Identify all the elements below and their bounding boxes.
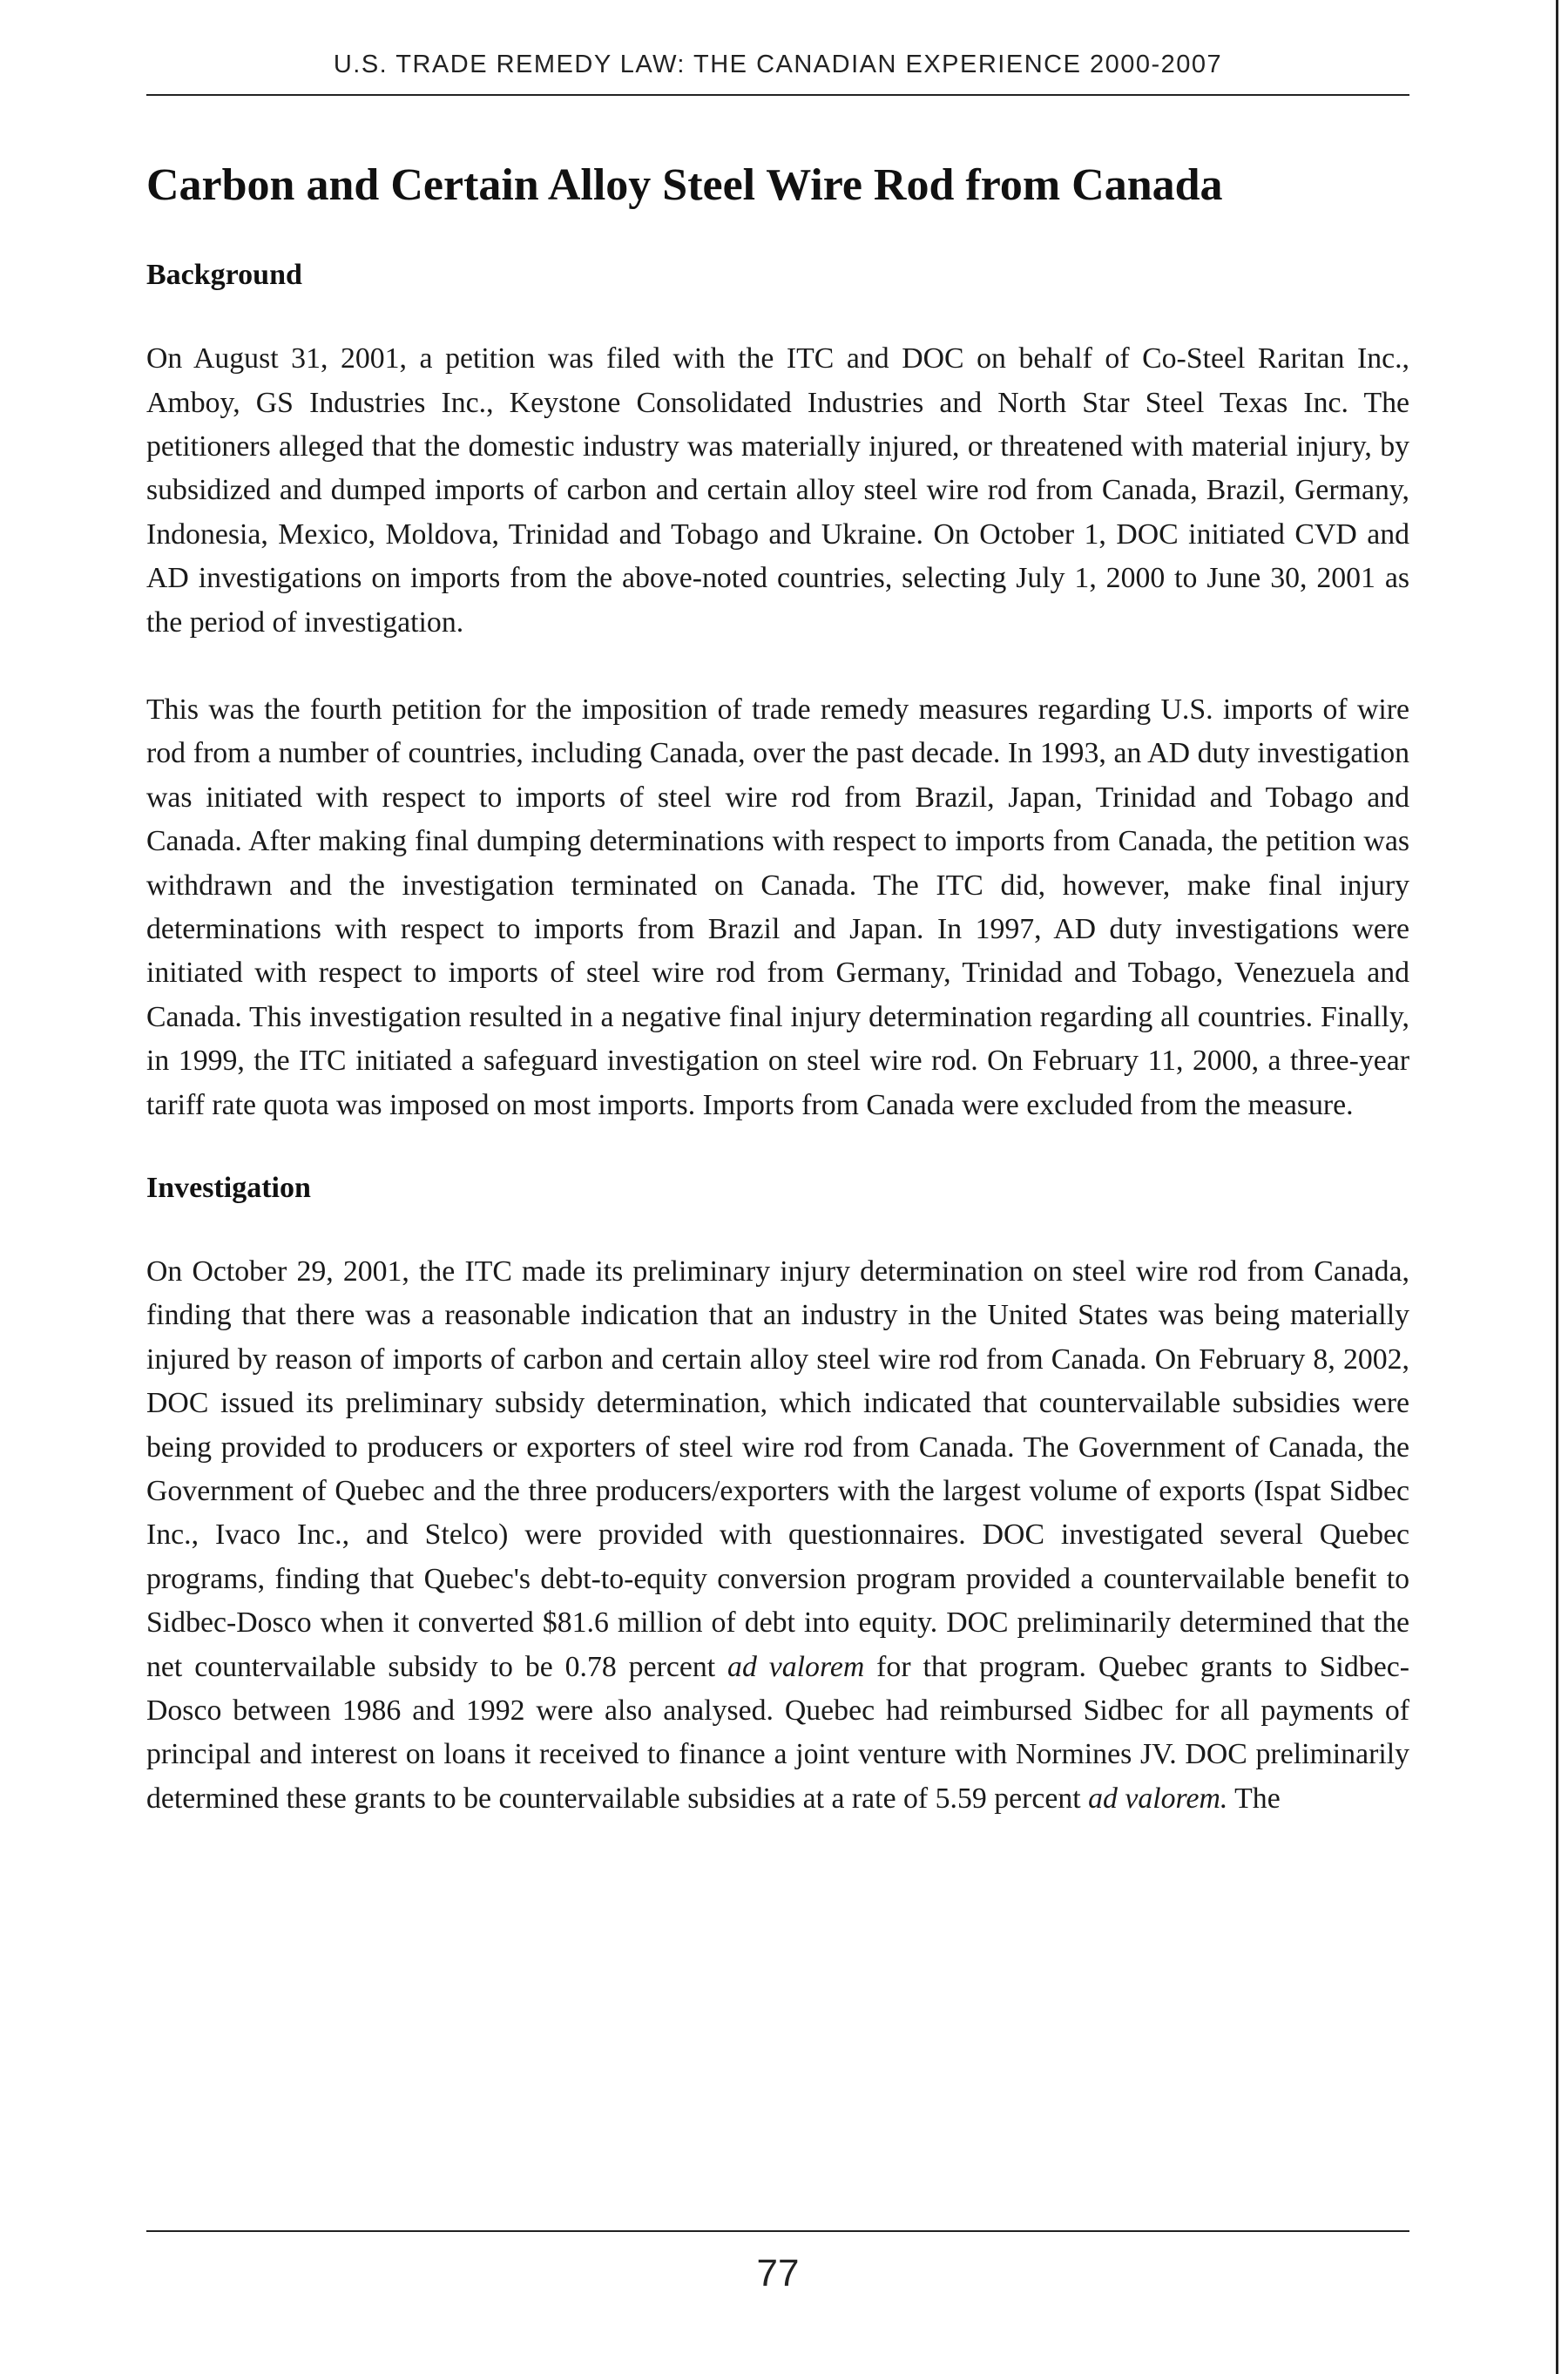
header-rule bbox=[146, 94, 1409, 96]
page-number: 77 bbox=[756, 2252, 800, 2295]
paragraph-text: The bbox=[1227, 1782, 1281, 1815]
section-heading-investigation: Investigation bbox=[146, 1172, 311, 1205]
article-body bbox=[146, 159, 1409, 1864]
page-edge-line bbox=[1556, 0, 1558, 2374]
paragraph: This was the fourth petition for the imposition of trade remedy measures regarding U.S. imports of wire rod from a number of countries, including Canada, over the past decade. In 1993, an AD duty investigation was initiated with respect to imports of steel wire rod from Brazil, Japan, Trinidad and Tobago and Canada. After making final dumping determinations with respect to imports from Canada, the petition was withdrawn and the investigation terminated on Canada. The ITC did, however, make final injury determinations with respect to imports from Brazil and Japan. In 1997, AD duty investigations were initiated with respect to imports of steel wire rod from Germany, Trinidad and Tobago, Venezuela and Canada. This investigation resulted in a negative final injury determination regarding all countries. Finally, in 1999, the ITC initiated a safeguard investigation on steel wire rod. On February 11, 2000, a three-year tariff rate quota was imposed on most imports. Imports from Canada were excluded from the measure. bbox=[146, 693, 1409, 1121]
italic-term: ad valorem. bbox=[1088, 1782, 1228, 1815]
section-heading-background: Background bbox=[146, 259, 302, 292]
running-head: U.S. TRADE REMEDY LAW: THE CANADIAN EXPERIENCE 2000-2007 bbox=[333, 51, 1223, 78]
footer-rule bbox=[146, 2230, 1409, 2232]
italic-term: ad valorem bbox=[727, 1650, 865, 1683]
paragraph bbox=[146, 1250, 1409, 1821]
article-title: Carbon and Certain Alloy Steel Wire Rod from Canada bbox=[146, 160, 1223, 210]
paragraph-text: for that program. Quebec grants to Sidbec-Dosco between 1986 and 1992 were also analysed. Quebec had reimbursed Sidbec for all payments of principal and interest on loans it received to finance a joint venture with Normines JV. DOC preliminarily determined these grants to be countervailable subsidies at a rate of 5.59 percent bbox=[146, 1650, 1409, 1815]
paragraph: On August 31, 2001, a petition was filed with the ITC and DOC on behalf of Co-Steel Raritan Inc., Amboy, GS Industries Inc., Keystone Consolidated Industries and North Star Steel Texas Inc. The petitioners alleged that the domestic industry was materially injured, or threatened with material injury, by subsidized and dumped imports of carbon and certain alloy steel wire rod from Canada, Brazil, Germany, Indonesia, Mexico, Moldova, Trinidad and Tobago and Ukraine. On October 1, DOC initiated CVD and AD investigations on imports from the above-noted countries, selecting July 1, 2000 to June 30, 2001 as the period of investigation. bbox=[146, 342, 1409, 639]
paragraph-text: On October 29, 2001, the ITC made its preliminary injury determination on steel wire rod from Canada, finding that there was a reasonable indication that an industry in the United States was being materially injured by reason of imports of carbon and certain alloy steel wire rod from Canada. On February 8, 2002, DOC issued its preliminary subsidy determination, which indicated that countervailable subsidies were being provided to producers or exporters of steel wire rod from Canada. The Government of Canada, the Government of Quebec and the three producers/exporters with the largest volume of exports (Ispat Sidbec Inc., Ivaco Inc., and Stelco) were provided with questionnaires. DOC investigated several Quebec programs, finding that Quebec's debt-to-equity conversion program provided a countervailable benefit to Sidbec-Dosco when it converted $81.6 million of debt into equity. DOC preliminarily determined that the net countervailable subsidy to be 0.78 percent bbox=[146, 1255, 1409, 1683]
